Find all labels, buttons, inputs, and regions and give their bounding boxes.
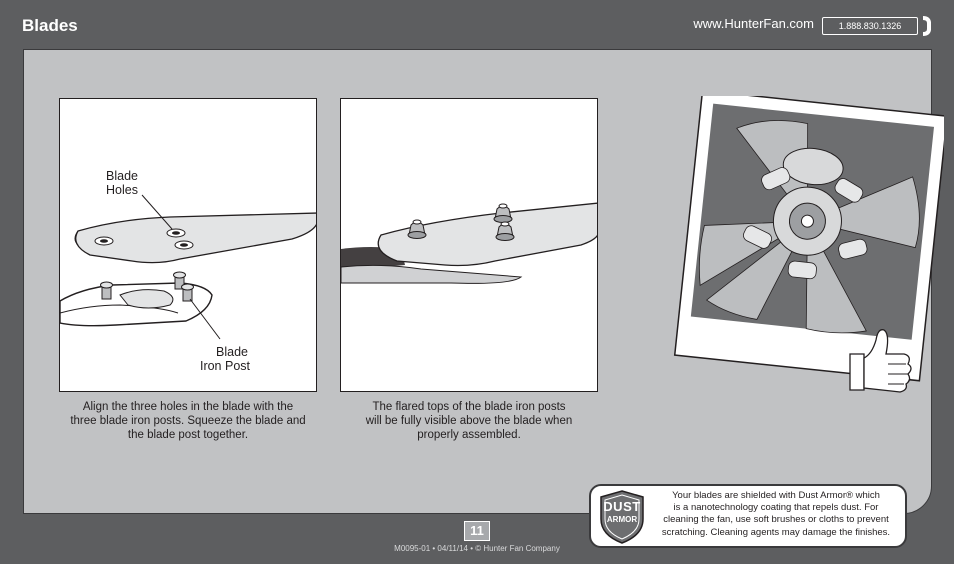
website-link[interactable]: www.HunterFan.com [693,16,814,31]
phone-number: 1.888.830.1326 [822,17,918,35]
step2-caption [332,400,606,442]
step1-illustration [59,98,317,392]
phone-handset-icon [920,14,934,38]
step2-illustration [340,98,598,392]
step1-caption-line2: three blade iron posts. Squeeze the blade and [70,415,306,427]
fan-photo [664,96,944,412]
blade-holes-diagram [60,99,317,392]
blade-holes-label [106,169,138,197]
dust-armor-text-line4: scratching. Cleaning agents may damage the finishes. [661,526,891,538]
dust-armor-text-line1: Your blades are shielded with Dust Armor® which [672,490,880,501]
blade-holes-label-line1: Blade [106,169,138,183]
dust-armor-notice [589,484,907,548]
step1-caption [50,400,326,442]
step2-caption-line2: will be fully visible above the blade when [365,415,573,427]
assembled-blade-diagram [341,99,598,392]
dust-armor-text-line3: cleaning the fan, use soft brushes or cloths to prevent [663,514,889,526]
blade-iron-post-label-line2: Iron Post [199,359,250,373]
page-number: 11 [464,521,490,541]
dust-armor-text-line2: is a nanotechnology coating that repels dust. For [673,502,879,514]
document-info: M0095-01 • 04/11/14 • © Hunter Fan Company [394,544,560,553]
dust-armor-badge-line1: DUST [603,499,641,514]
page-title: Blades [22,16,78,35]
dust-armor-description [645,490,907,539]
step1-caption-line1: Align the three holes in the blade with the [82,401,294,413]
step1-caption-line3: the blade post together. [127,429,249,441]
blade-iron-post-label-line1: Blade [216,345,248,359]
dust-armor-badge-line2: ARMOR [606,515,638,524]
blade-holes-label-line2: Holes [106,183,138,197]
step2-caption-line3: properly assembled. [417,429,521,441]
header-contact [690,14,930,38]
step2-caption-line1: The flared tops of the blade iron posts [372,401,566,413]
blade-iron-post-label [198,345,250,373]
